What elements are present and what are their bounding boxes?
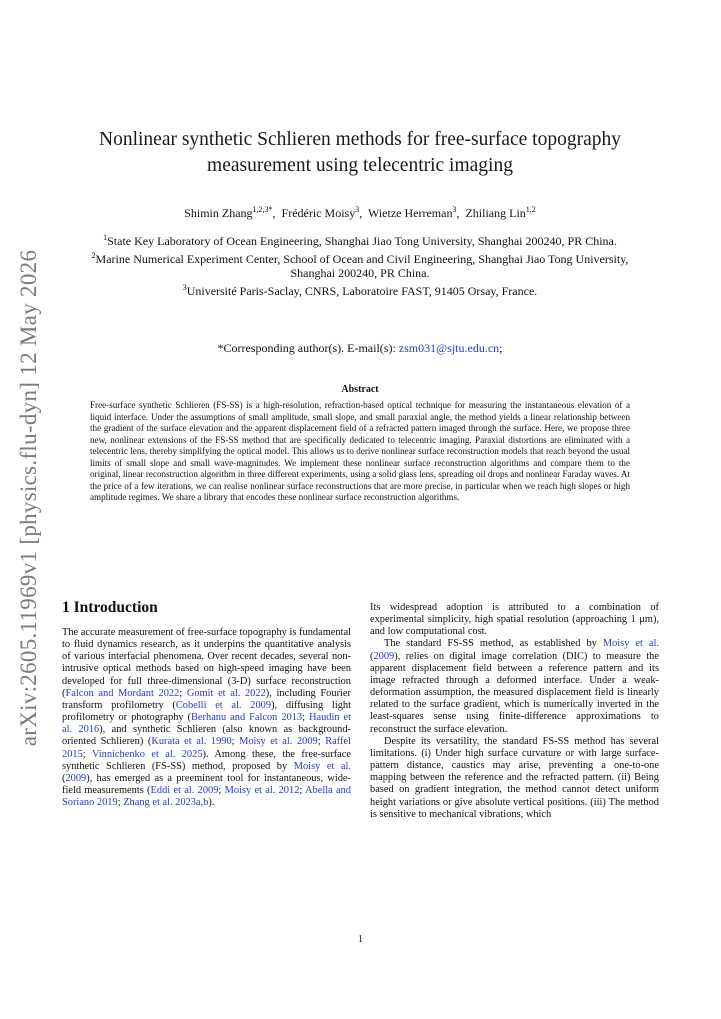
body-text: ), has emerged as a preeminent tool for instantaneous, wide-field measurements ( bbox=[62, 772, 351, 797]
body-text: ; bbox=[179, 687, 187, 699]
intro-paragraph-1 bbox=[62, 627, 351, 809]
author-affiliation-mark: 1,2 bbox=[525, 205, 536, 214]
body-text: Its widespread adoption is attributed to a combination of experimental simplicity, high spatial resolution (approaching 1 μm), and low computational cost. bbox=[370, 602, 659, 638]
affiliation bbox=[78, 231, 642, 249]
paper-title-line-1: Nonlinear synthetic Schlieren methods for free-surface topography bbox=[99, 129, 621, 150]
arxiv-identifier-stamp bbox=[6, 248, 52, 748]
citation-link[interactable]: 2009 bbox=[373, 650, 395, 662]
body-text: ( bbox=[370, 650, 374, 662]
affiliation-text: State Key Laboratory of Ocean Engineering, Shanghai Jiao Tong University, Shanghai 200240, PR China. bbox=[107, 234, 617, 248]
author-name: Wietze Herreman bbox=[368, 206, 453, 220]
affiliation-number: 3 bbox=[182, 282, 187, 292]
arxiv-identifier-text: arXiv:2605.11969v1 [physics.flu-dyn] 12 May 2026 bbox=[16, 249, 41, 747]
citation-link[interactable]: Kurata et al. 1990 bbox=[151, 736, 232, 748]
author-affiliation-mark: 1,2,3* bbox=[252, 205, 273, 214]
author-name: Shimin Zhang bbox=[184, 206, 253, 220]
citation-link[interactable]: Moisy et al. bbox=[293, 760, 351, 772]
paper-title-line-2: measurement using telecentric imaging bbox=[207, 155, 513, 176]
body-text: The standard FS-SS method, as established by bbox=[384, 638, 603, 650]
citation-link[interactable]: Vinnichenko et al. 2025 bbox=[91, 748, 203, 760]
body-text: ), diffusing light profilometry or photography ( bbox=[62, 699, 351, 724]
author-name: Zhiliang Lin bbox=[465, 206, 526, 220]
page-number: 1 bbox=[358, 934, 363, 945]
corresponding-author-label: *Corresponding author(s). E-mail(s): bbox=[217, 341, 399, 355]
author-affiliation-mark: 3 bbox=[355, 205, 360, 214]
paper-title bbox=[60, 127, 660, 179]
right-column bbox=[370, 602, 659, 821]
corresponding-email-link[interactable]: zsm031@sjtu.edu.cn bbox=[398, 341, 500, 355]
citation-link[interactable]: Falcon and Mordant 2022 bbox=[65, 687, 180, 699]
body-text: ). Among these, the free-surface synthetic Schlieren (FS-SS) method, proposed by bbox=[62, 748, 352, 772]
author-affiliation-mark: 3 bbox=[452, 205, 457, 214]
abstract-text: Free-surface synthetic Schlieren (FS-SS) is a high-resolution, refraction-based optical technique for measuring the instantaneous elevation of a liquid interface. Under the assumptions of small amplitude, small slope, and small paraxial angle, the method yields a linear relationship between the gradient of the surface elevation and the apparent displacement field of a refracted pattern imaged through the surface. Here, we propose three new, nonlinear extensions of the FS-SS method that are specifically dedicated to telecentric imaging. Paraxial distortions are eliminated with a telecentric lens, thereby simplifying the optical model. This allows us to derive nonlinear surface reconstruction models that reach beyond the usual limits of small slope and small wave-magnitudes. We implement these nonlinear surface reconstruction algorithms and compare them to the original, linear reconstruction algorithm in three different experiments, using a solid glass lens, spreading oil drops and nonlinear Faraday waves. At the price of a few iterations, we can realise nonlinear surface reconstructions that are more precise, in particular when we reach high slopes or high amplitude regimes. We share a library that encodes these nonlinear surface reconstruction algorithms. bbox=[90, 400, 630, 502]
citation-link[interactable]: Moisy et al. 2009 bbox=[239, 736, 318, 748]
citation-link[interactable]: Cobelli et al. 2009 bbox=[175, 699, 272, 711]
body-text: ( bbox=[62, 772, 66, 784]
body-text: ; bbox=[218, 785, 225, 797]
section-heading-introduction: 1 Introduction bbox=[62, 599, 158, 616]
citation-link[interactable]: Raffel 2015 bbox=[62, 736, 351, 760]
body-text: Despite its versatility, the standard FS-SS method has several limitations. (i) Under high surface curvature or with large surface-pattern distance, caustics may arise, preventing a one-to-one mapping between the reference and the refracted pattern. (ii) Being based on gradient integration, the method cannot detect uniform height variations or give absolute vertical positions. (iii) The method is sensitive to mechanical vibrations, which bbox=[370, 735, 659, 820]
abstract-heading: Abstract bbox=[341, 384, 379, 395]
body-text: ; bbox=[82, 748, 92, 760]
citation-link[interactable]: Moisy et al. bbox=[602, 638, 659, 650]
citation-link[interactable]: Zhang et al. 2023a,b bbox=[123, 797, 209, 809]
citation-link[interactable]: 2009 bbox=[65, 772, 87, 784]
citation-link[interactable]: Abella and Soriano 2019 bbox=[62, 785, 352, 809]
body-text: ), relies on digital image correlation (DIC) to measure the apparent displacement field between a reference pattern and its image refracted through a deformed interface. Under a weak-deformation assumption, the measured displacement field is linearly related to the surface gradient, which is numerically inverted in the least-squares sense using finite-difference approximations to reconstruct the surface elevation. bbox=[370, 650, 659, 735]
left-column bbox=[62, 598, 351, 809]
body-text: ; bbox=[117, 797, 124, 809]
affiliation-text: Marine Numerical Experiment Center, School of Ocean and Civil Engineering, Shanghai Jiao Tong University, Shanghai 200240, PR China. bbox=[95, 251, 629, 281]
body-text: ), and synthetic Schlieren (also known as background-oriented Schlieren) ( bbox=[62, 724, 351, 748]
citation-link[interactable]: Berhanu and Falcon 2013 bbox=[191, 712, 303, 724]
author-name: Frédéric Moisy bbox=[281, 206, 356, 220]
affiliation-number: 1 bbox=[103, 233, 108, 242]
body-text: ; bbox=[231, 736, 240, 748]
body-text: ). bbox=[208, 797, 215, 809]
affiliation-text: Université Paris-Saclay, CNRS, Laboratoire FAST, 91405 Orsay, France. bbox=[186, 283, 538, 298]
body-text: ; bbox=[317, 736, 326, 748]
citation-link[interactable]: Eddi et al. 2009 bbox=[150, 785, 219, 797]
intro-paragraph-3 bbox=[370, 736, 659, 821]
corresponding-author bbox=[60, 340, 660, 356]
body-text: ), including Fourier transform profilometry ( bbox=[62, 687, 351, 711]
citation-link[interactable]: Moisy et al. 2012 bbox=[224, 785, 300, 797]
affiliation-number: 2 bbox=[91, 250, 96, 260]
intro-paragraph-1-continued bbox=[370, 602, 659, 638]
citation-link[interactable]: Gomit et al. 2022 bbox=[186, 687, 266, 699]
citation-link[interactable]: Haudin et al. 2016 bbox=[62, 712, 351, 736]
body-text: The accurate measurement of free-surface topography is fundamental to fluid dynamics research, as it underpins the quantitative analysis of various interfacial phenomena. Over recent decades, several non-intrusive optical methods based on high-speed imaging have been developed for full three-dimensional (3-D) surface reconstruction ( bbox=[62, 627, 351, 699]
affiliation bbox=[78, 249, 642, 281]
body-text: ; bbox=[302, 712, 309, 724]
author-list: Shimin Zhang$^{1,2,3*}$, Frédéric Moisy$^3$, Wietze Herreman$^3$, Zhiliang Lin$^{1,2}$ bbox=[184, 205, 536, 220]
affiliation-list bbox=[78, 231, 642, 298]
corresponding-author-suffix: ; bbox=[499, 341, 503, 355]
body-text: ; bbox=[299, 785, 306, 797]
affiliation bbox=[78, 281, 642, 299]
intro-paragraph-2 bbox=[370, 638, 659, 735]
